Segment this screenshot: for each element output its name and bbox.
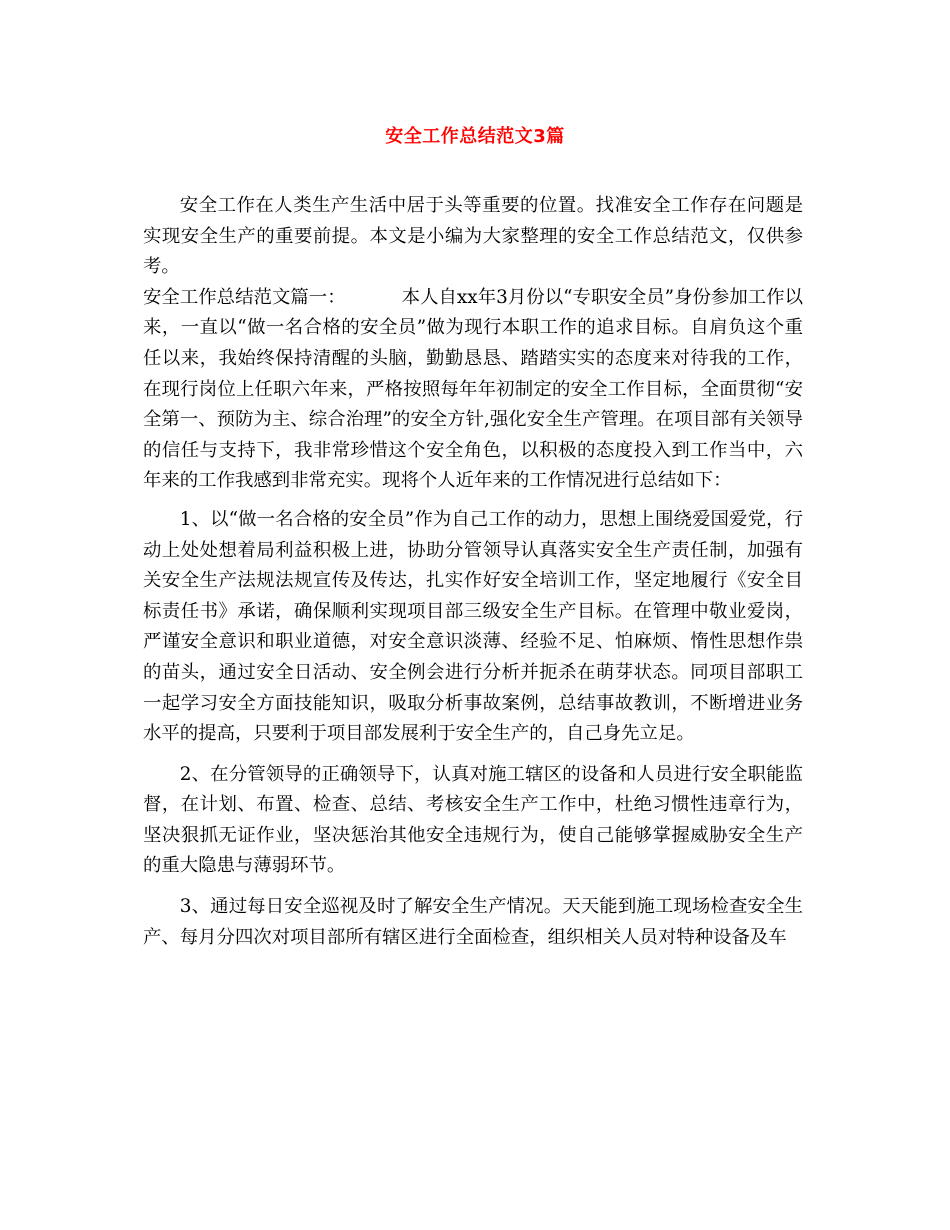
section-one-paragraph [143, 283, 803, 497]
section-opening-text: 本人自xx年3月份以“专职安全员”身份参加工作以来，一直以“做一名合格的安全员”做为现行本职工作的追求目标。自肩负这个重任以来，我始终保持清醒的头脑，勤勤恳恳、踏踏实实的态度来对待我的工作，在现行岗位上任职六年来，严格按照每年年初制定的安全工作目标，全面贯彻“安全第一、预防为主、综合治理”的安全方针,强化安全生产管理。在项目部有关领导的信任与支持下，我非常珍惜这个安全角色，以积极的态度投入到工作当中，六年来的工作我感到非常充实。现将个人近年来的工作情况进行总结如下： [143, 286, 803, 492]
document-title: 安全工作总结范文3篇 [385, 126, 565, 147]
section-heading: 安全工作总结范文篇一： [143, 286, 346, 308]
list-item-1: 1、以“做一名合格的安全员”作为自己工作的动力，思想上围绕爱国爱党，行动上处处想着局利益积极上进，协助分管领导认真落实安全生产责任制，加强有关安全生产法规法规宣传及传达，扎实作好安全培训工作，坚定地履行《安全目标责任书》承诺，确保顺利实现项目部三级安全生产目标。在管理中敬业爱岗，严谨安全意识和职业道德，对安全意识淡薄、经验不足、怕麻烦、惰性思想作祟的苗头，通过安全日活动、安全例会进行分析并扼杀在萌芽状态。同项目部职工一起学习安全方面技能知识，吸取分析事故案例，总结事故教训，不断增进业务水平的提高，只要利于项目部发展利于安全生产的，自己身先立足。 [143, 508, 803, 745]
list-item-3: 3、通过每日安全巡视及时了解安全生产情况。天天能到施工现场检查安全生产、每月分四次对项目部所有辖区进行全面检查，组织相关人员对特种设备及车 [143, 896, 803, 948]
intro-paragraph: 安全工作在人类生产生活中居于头等重要的位置。找准安全工作存在问题是实现安全生产的重要前提。本文是小编为大家整理的安全工作总结范文，仅供参考。 [143, 195, 803, 278]
document-body [143, 191, 803, 953]
list-item-2: 2、在分管领导的正确领导下，认真对施工辖区的设备和人员进行安全职能监督，在计划、布置、检查、总结、考核安全生产工作中，杜绝习惯性违章行为，坚决狠抓无证作业，坚决惩治其他安全违规行为，使自己能够掌握威胁安全生产的重大隐患与薄弱环节。 [143, 763, 803, 877]
